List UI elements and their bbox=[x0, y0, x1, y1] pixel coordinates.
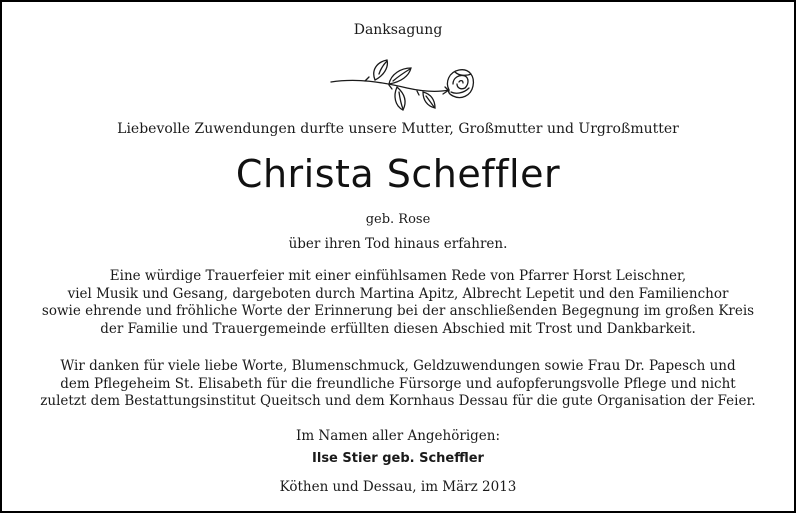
after-name-text: über ihren Tod hinaus erfahren. bbox=[288, 236, 508, 252]
paragraph-line: Eine würdige Trauerfeier mit einer einfühlsamen Rede von Pfarrer Horst Leischner, bbox=[109, 268, 687, 284]
paragraph-line: viel Musik und Gesang, dargeboten durch Martina Apitz, Albrecht Lepetit und den Familienchor bbox=[67, 285, 729, 302]
signer-name: Ilse Stier geb. Scheffler bbox=[312, 451, 484, 466]
maiden-name: geb. Rose bbox=[365, 212, 431, 227]
rose-icon bbox=[327, 54, 477, 114]
deceased-name: Christa Scheffler bbox=[235, 152, 561, 196]
paragraph-line: dem Pflegeheim St. Elisabeth für die freundliche Fürsorge und aufopferungsvolle Pflege und nicht bbox=[60, 375, 736, 392]
intro-text: Liebevolle Zuwendungen durfte unsere Mutter, Großmutter und Urgroßmutter bbox=[117, 121, 679, 137]
paragraph-line: Wir danken für viele liebe Worte, Blumenschmuck, Geldzuwendungen sowie Frau Dr. Papesch und bbox=[60, 358, 736, 374]
paragraph-line: sowie ehrende und fröhliche Worte der Erinnerung bei der anschließenden Begegnung im großen Kreis bbox=[41, 303, 755, 319]
place-date: Köthen und Dessau, im März 2013 bbox=[279, 479, 517, 495]
heading: Danksagung bbox=[353, 22, 443, 38]
closing-line: Im Namen aller Angehörigen: bbox=[295, 428, 501, 444]
paragraph-line: der Familie und Trauergemeinde erfüllten diesen Abschied mit Trost und Dankbarkeit. bbox=[100, 320, 696, 337]
paragraph-line: zuletzt dem Bestattungsinstitut Queitsch und dem Kornhaus Dessau für die gute Organisation der Feier. bbox=[40, 393, 756, 409]
paragraph-thanks bbox=[22, 358, 774, 411]
paragraph-ceremony bbox=[22, 268, 774, 338]
